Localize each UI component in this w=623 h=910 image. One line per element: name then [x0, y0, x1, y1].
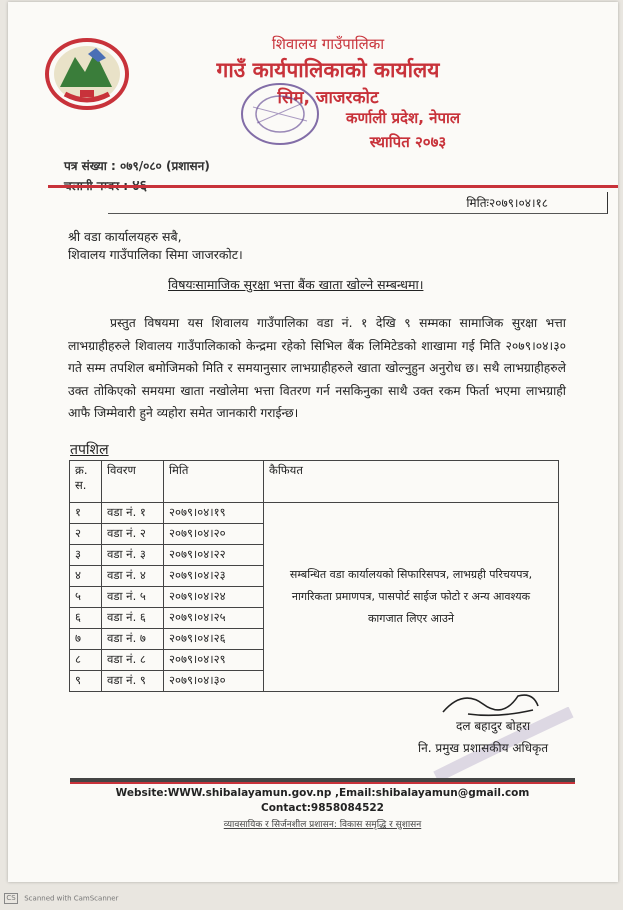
- cell-serial: ८: [70, 650, 102, 671]
- col-remarks: कैफियत: [264, 461, 559, 503]
- cell-ward: वडा नं. ९: [102, 671, 164, 692]
- cell-date: २०७९।०४।२०: [164, 524, 264, 545]
- cell-serial: ७: [70, 629, 102, 650]
- letter-page: [8, 2, 618, 882]
- table-header-row: [70, 461, 559, 503]
- letter-number: पत्र संख्या : ०७९/०८० (प्रशासन): [64, 159, 210, 173]
- cell-ward: वडा नं. ४: [102, 566, 164, 587]
- table-row: [70, 503, 559, 524]
- schedule-title: तपशिल: [70, 442, 109, 458]
- office-stamp-icon: [233, 77, 328, 152]
- cell-ward: वडा नं. ६: [102, 608, 164, 629]
- header-divider: [48, 185, 618, 188]
- office-location: सिम, जाजरकोट: [277, 88, 379, 108]
- cell-ward: वडा नं. ७: [102, 629, 164, 650]
- footer-divider-red: [70, 782, 575, 784]
- schedule-table: [69, 460, 559, 692]
- nepal-emblem-icon: [40, 32, 135, 112]
- footer-website-email: Website:WWW.shibalayamun.gov.np ,Email:shibalayamun@gmail.com: [115, 787, 530, 799]
- signatory-name: दल बहादुर बोहरा: [456, 719, 531, 733]
- addressee-line-1: श्री वडा कार्यालयहरु सबै,: [68, 229, 182, 244]
- col-description: विवरण: [102, 461, 164, 503]
- province-country: कर्णाली प्रदेश, नेपाल: [345, 109, 461, 127]
- cell-ward: वडा नं. ५: [102, 587, 164, 608]
- cell-serial: ५: [70, 587, 102, 608]
- letter-date: मितिः२०७९।०४।१८: [466, 196, 548, 210]
- cell-serial: ४: [70, 566, 102, 587]
- cell-serial: ९: [70, 671, 102, 692]
- cell-serial: ३: [70, 545, 102, 566]
- cell-date: २०७९।०४।२९: [164, 650, 264, 671]
- footer-tagline: व्यावसायिक र सिर्जनशील प्रशासन: विकास समृद्धि र सुशासन: [223, 820, 422, 830]
- cell-serial: २: [70, 524, 102, 545]
- cell-date: २०७९।०४।२६: [164, 629, 264, 650]
- col-date: मिति: [164, 461, 264, 503]
- cell-date: २०७९।०४।३०: [164, 671, 264, 692]
- addressee-line-2: शिवालय गाउँपालिका सिमा जाजरकोट।: [68, 247, 243, 262]
- municipality-name: शिवालय गाउँपालिका: [271, 35, 385, 53]
- footer-contact: Contact:9858084522: [260, 802, 384, 814]
- established-year: स्थापित २०७३: [369, 133, 447, 151]
- cell-ward: वडा नं. २: [102, 524, 164, 545]
- scanner-label: Scanned with CamScanner: [24, 894, 119, 903]
- office-name: गाउँ कार्यपालिकाको कार्यालय: [216, 58, 440, 82]
- letter-subject: विषयःसामाजिक सुरक्षा भत्ता बैंक खाता खोल्ने सम्बन्धमा।: [168, 277, 424, 292]
- cell-serial: ६: [70, 608, 102, 629]
- cell-date: २०७९।०४।२५: [164, 608, 264, 629]
- cell-ward: वडा नं. ८: [102, 650, 164, 671]
- cell-date: २०७९।०४।२३: [164, 566, 264, 587]
- cell-date: २०७९।०४।१९: [164, 503, 264, 524]
- cell-serial: १: [70, 503, 102, 524]
- cell-date: २०७९।०४।२२: [164, 545, 264, 566]
- cell-ward: वडा नं. १: [102, 503, 164, 524]
- camscanner-logo-icon: CS: [4, 893, 18, 904]
- col-serial: क्र. स.: [70, 461, 102, 503]
- cell-ward: वडा नं. ३: [102, 545, 164, 566]
- cell-remark: सम्बन्धित वडा कार्यालयको सिफारिसपत्र, लाभग्रही परिचयपत्र, नागरिकता प्रमाणपत्र, पासपोर्ट साईज फोटो र अन्य आवश्यक कागजात लिएर आउने: [264, 503, 559, 692]
- signatory-designation: नि. प्रमुख प्रशासकीय अधिकृत: [418, 741, 549, 755]
- letter-body: प्रस्तुत विषयमा यस शिवालय गाउँपालिका वडा नं. १ देखि ९ सम्मका सामाजिक सुरक्षा भत्ता लाभग्राहीहरुले शिवालय गाउँपालिकाको केन्द्रमा रहेको सिभिल बैंक लिमिटेडको शाखामा गई मिति २०७९।०४।३० गते सम्म तपशिल बमोजिमको मिति र समयानुसार लाभग्राहीहरुले खाता खोल्नुहुन अनुरोध छ। सथै लाभग्राहीहरुले उक्त तोकिएको समयमा खाता नखोलेमा भत्ता वितरण गर्न नसकिनुका साथै उक्त रकम फिर्ता भएमा लाभग्राही आफै जिम्मेवारी हुने व्यहोरा समेत जानकारी गराईन्छ।: [68, 316, 566, 420]
- cell-date: २०७९।०४।२४: [164, 587, 264, 608]
- scanner-watermark: [4, 893, 118, 904]
